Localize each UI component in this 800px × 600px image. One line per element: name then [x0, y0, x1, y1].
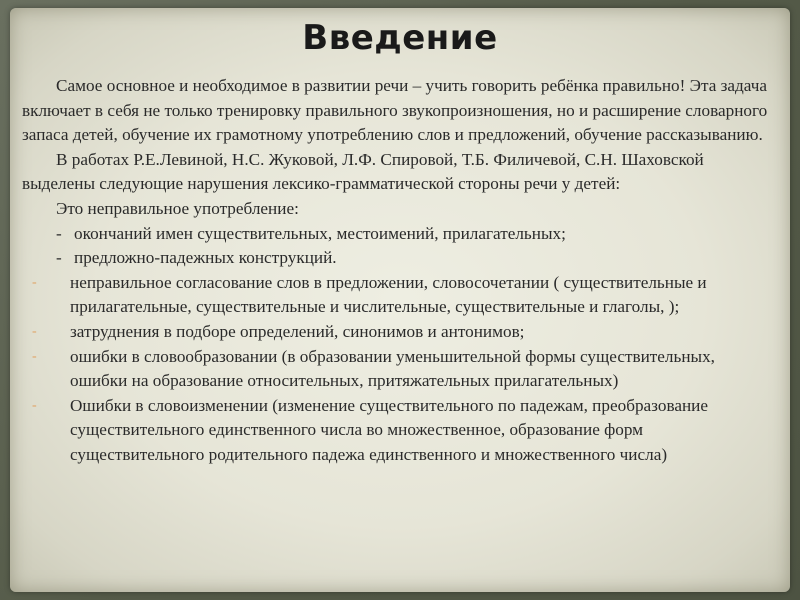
bullet-item — [22, 271, 774, 320]
dash-item — [22, 246, 774, 271]
research-paragraph: В работах Р.Е.Левиной, Н.С. Жуковой, Л.Ф. Спировой, Т.Б. Филичевой, С.Н. Шаховской выделены следующие нарушения лексико-грамматической стороны речи у детей: — [22, 149, 704, 194]
dash-item-text: предложно-падежных конструкций. — [74, 248, 337, 268]
content-body — [22, 74, 774, 468]
bullet-text: неправильное согласование слов в предложении, словосочетании ( существительные и прилагательные, существительные и числительные, существительные и глаголы, ); — [70, 272, 707, 317]
bullet-mark: - — [32, 397, 37, 413]
intro-paragraph: Самое основное и необходимое в развитии речи – учить говорить ребёнка правильно! Эта задача включает в себя не только тренировку правильного звукопроизношения, но и расширение словарного запаса детей, обучение их грамотному употреблению слов и предложений, обучение рассказыванию. — [22, 76, 768, 145]
bullet-mark: - — [32, 323, 37, 339]
bullet-mark: - — [32, 274, 37, 290]
dash-item — [22, 222, 774, 247]
bullet-text: ошибки в словообразовании (в образовании уменьшительной формы существительных, ошибки на образование относительных, притяжательных прилагательных) — [70, 346, 715, 391]
page-title: Введение — [302, 18, 498, 58]
bullet-text: затруднения в подборе определений, синонимов и антонимов; — [70, 321, 525, 341]
misuse-intro: Это неправильное употребление: — [56, 198, 299, 218]
bullet-item — [22, 394, 774, 468]
bullet-item — [22, 320, 774, 345]
dash-item-text: окончаний имен существительных, местоимений, прилагательных; — [74, 223, 566, 243]
bullet-item — [22, 345, 774, 394]
dash-mark: - — [56, 223, 62, 243]
dash-mark: - — [56, 248, 62, 268]
bullet-mark: - — [32, 348, 37, 364]
bullet-text: Ошибки в словоизменении (изменение существительного по падежам, преобразование существительного единственного числа во множественное, образование форм существительного родительного падежа единственного и множественного числа) — [70, 395, 708, 464]
